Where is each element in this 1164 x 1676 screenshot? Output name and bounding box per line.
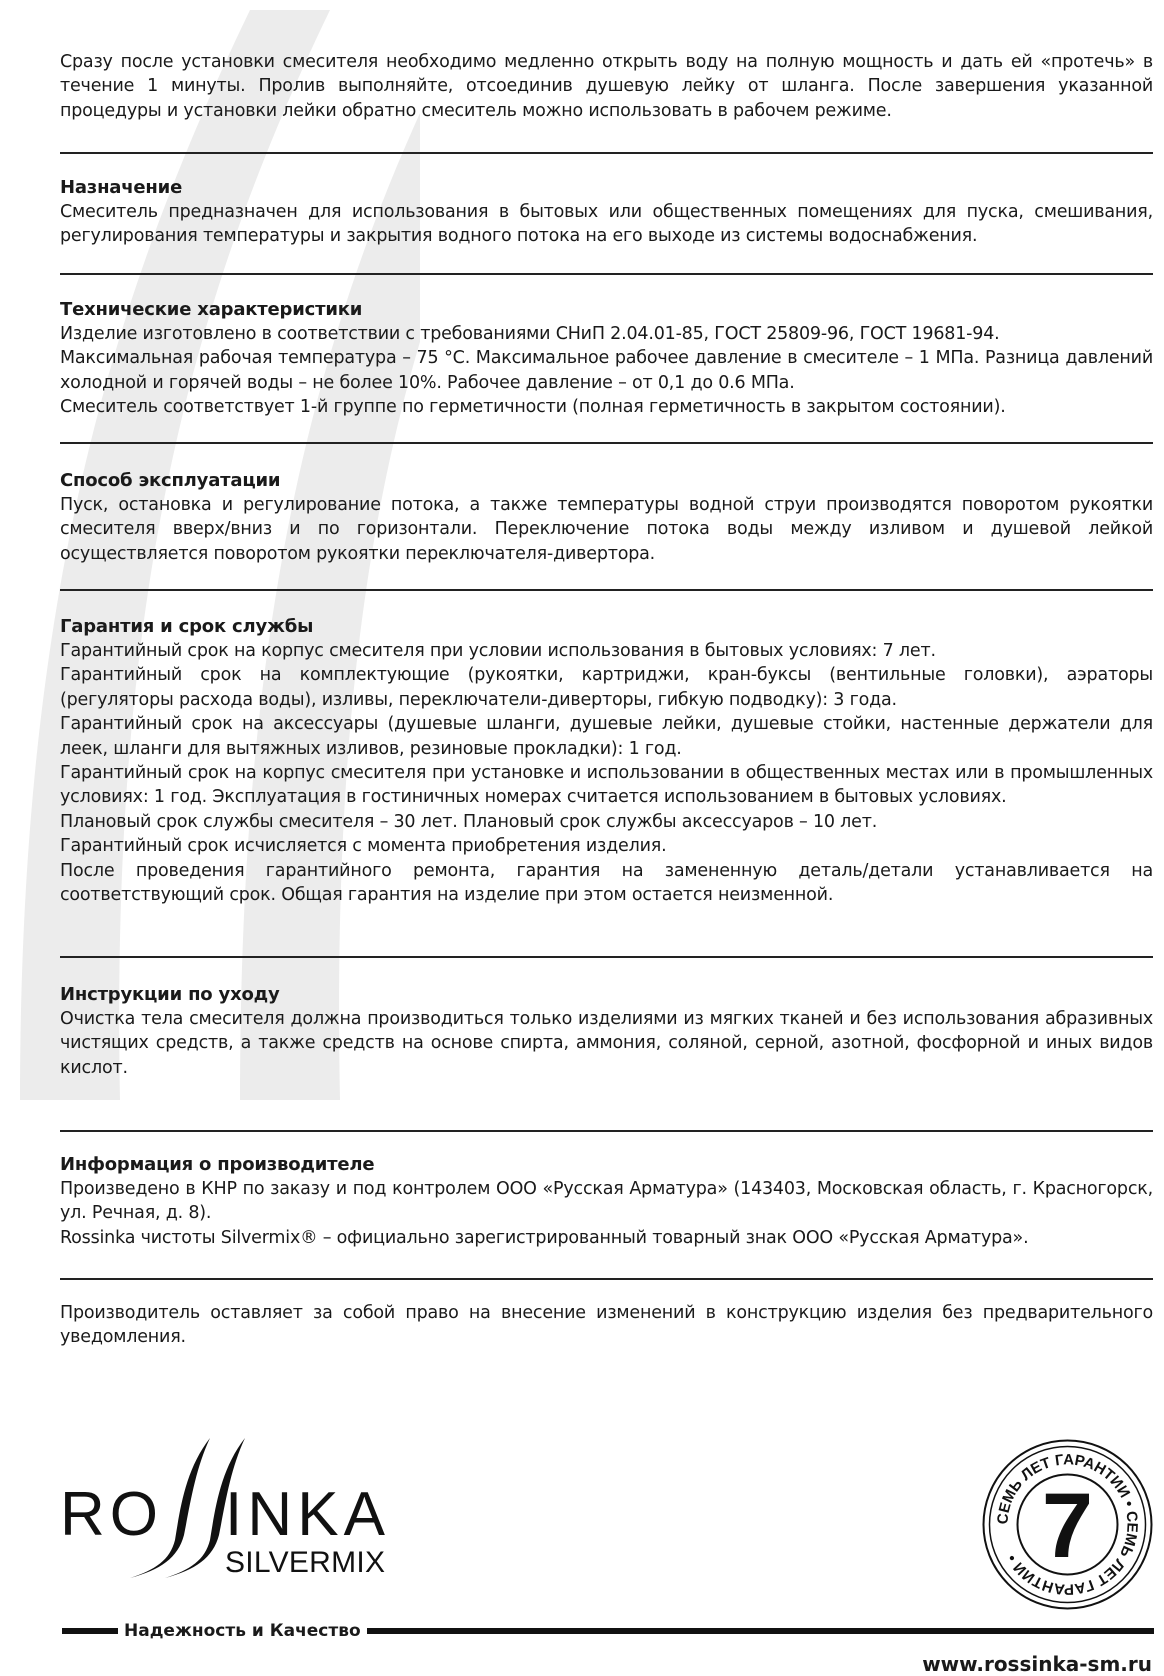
divider	[60, 442, 1153, 444]
website-url: www.rossinka-sm.ru	[922, 1652, 1152, 1676]
section-title: Назначение	[60, 177, 183, 198]
section-title: Технические характеристики	[60, 299, 363, 320]
section-manufacturer	[60, 1153, 1153, 1250]
divider	[60, 273, 1153, 275]
divider	[60, 152, 1153, 154]
paragraph: Плановый срок службы смесителя – 30 лет. Плановый срок службы аксессуаров – 10 лет.	[60, 811, 878, 832]
seven-year-warranty-badge	[980, 1437, 1155, 1612]
paragraph: Смеситель соответствует 1-й группе по герметичности (полная герметичность в закрытом состоянии).	[60, 397, 1006, 418]
section-warranty	[60, 615, 1153, 907]
paragraph: Гарантийный срок исчисляется с момента приобретения изделия.	[60, 836, 667, 857]
section-title: Информация о производителе	[60, 1154, 375, 1175]
svg-text:СЕМЬ ЛЕТ ГАРАНТИИ • СЕМЬ ЛЕТ Г: СЕМЬ ЛЕТ ГАРАНТИИ • СЕМЬ ЛЕТ ГАРАНТИИ •	[994, 1451, 1141, 1598]
section-care	[60, 983, 1153, 1080]
divider	[60, 956, 1153, 958]
divider	[60, 1278, 1153, 1280]
section-title: Инструкции по уходу	[60, 984, 280, 1005]
divider	[60, 589, 1153, 591]
section-title: Способ эксплуатации	[60, 470, 281, 491]
divider	[60, 1130, 1153, 1132]
section-purpose	[60, 176, 1153, 249]
svg-text:SILVERMIX: SILVERMIX	[225, 1546, 385, 1579]
paragraph: Смеситель предназначен для использования в бытовых или общественных помещениях для пуска, смешивания, регулирования температуры и закрытия водного потока на его выходе из системы водоснабжения.	[60, 202, 1153, 247]
svg-text:INKA: INKA	[225, 1480, 385, 1549]
intro-text: Сразу после установки смесителя необходимо медленно открыть воду на полную мощность и дать ей «протечь» в течение 1 минуты. Пролив выполняйте, отсоединив душевую лейку от шланга. После завершения указанной процедуры и установки лейки обратно смеситель можно использовать в рабочем режиме.	[60, 52, 1153, 121]
tagline-bar	[62, 1620, 1154, 1642]
section-title: Гарантия и срок службы	[60, 616, 314, 637]
paragraph: Произведено в КНР по заказу и под контролем ООО «Русская Арматура» (143403, Московская область, г. Красногорск, ул. Речная, д. 8).	[60, 1179, 1153, 1224]
rossinka-logo	[60, 1430, 400, 1580]
section-specs	[60, 298, 1153, 420]
paragraph: Очистка тела смесителя должна производиться только изделиями из мягких тканей и без использования абразивных чистящих средств, а также средств на основе спирта, аммония, соляной, серной, азотной, фосфорной и иных видов кислот.	[60, 1009, 1153, 1078]
svg-text:RO: RO	[60, 1480, 158, 1549]
paragraph: Гарантийный срок на корпус смесителя при установке и использовании в общественных местах или в промышленных условиях: 1 год. Эксплуатация в гостиничных номерах считается использованием в бытовых условиях.	[60, 763, 1153, 808]
disclaimer	[60, 1301, 1153, 1350]
disclaimer-text: Производитель оставляет за собой право на внесение изменений в конструкцию изделия без предварительного уведомления.	[60, 1303, 1153, 1348]
paragraph: Гарантийный срок на корпус смесителя при условии использования в бытовых условиях: 7 лет.	[60, 641, 936, 661]
paragraph: После проведения гарантийного ремонта, гарантия на замененную деталь/детали устанавливается на соответствующий срок. Общая гарантия на изделие при этом остается неизменной.	[60, 860, 1153, 906]
tagline: Надежность и Качество	[124, 1621, 361, 1641]
paragraph: Максимальная рабочая температура – 75 °С. Максимальное рабочее давление в смесителе – 1 МПа. Разница давлений холодной и горячей воды – не более 10%. Рабочее давление – от 0,1 до 0.6 МПа.	[60, 348, 1153, 393]
paragraph: Изделие изготовлено в соответствии с требованиями СНиП 2.04.01-85, ГОСТ 25809-96, ГОСТ 19681-94.	[60, 324, 1000, 344]
intro-section	[60, 50, 1153, 123]
section-operation	[60, 469, 1153, 566]
paragraph: Пуск, остановка и регулирование потока, а также температуры водной струи производятся поворотом рукоятки смесителя вверх/вниз и по горизонтали. Переключение потока воды между изливом и душевой лейкой осуществляется поворотом рукоятки переключателя-дивертора.	[60, 495, 1153, 564]
paragraph: Гарантийный срок на аксессуары (душевые шланги, душевые лейки, душевые стойки, настенные держатели для леек, шланги для вытяжных изливов, резиновые прокладки): 1 год.	[60, 714, 1153, 759]
paragraph: Гарантийный срок на комплектующие (рукоятки, картриджи, кран-буксы (вентильные головки), аэраторы (регуляторы расхода воды), изливы, переключатели-диверторы, гибкую подводку): 3 года.	[60, 665, 1153, 710]
svg-text:7: 7	[1041, 1475, 1094, 1577]
paragraph: Rossinka чистоты Silvermix® – официально зарегистрированный товарный знак ООО «Русская Арматура».	[60, 1227, 1029, 1248]
